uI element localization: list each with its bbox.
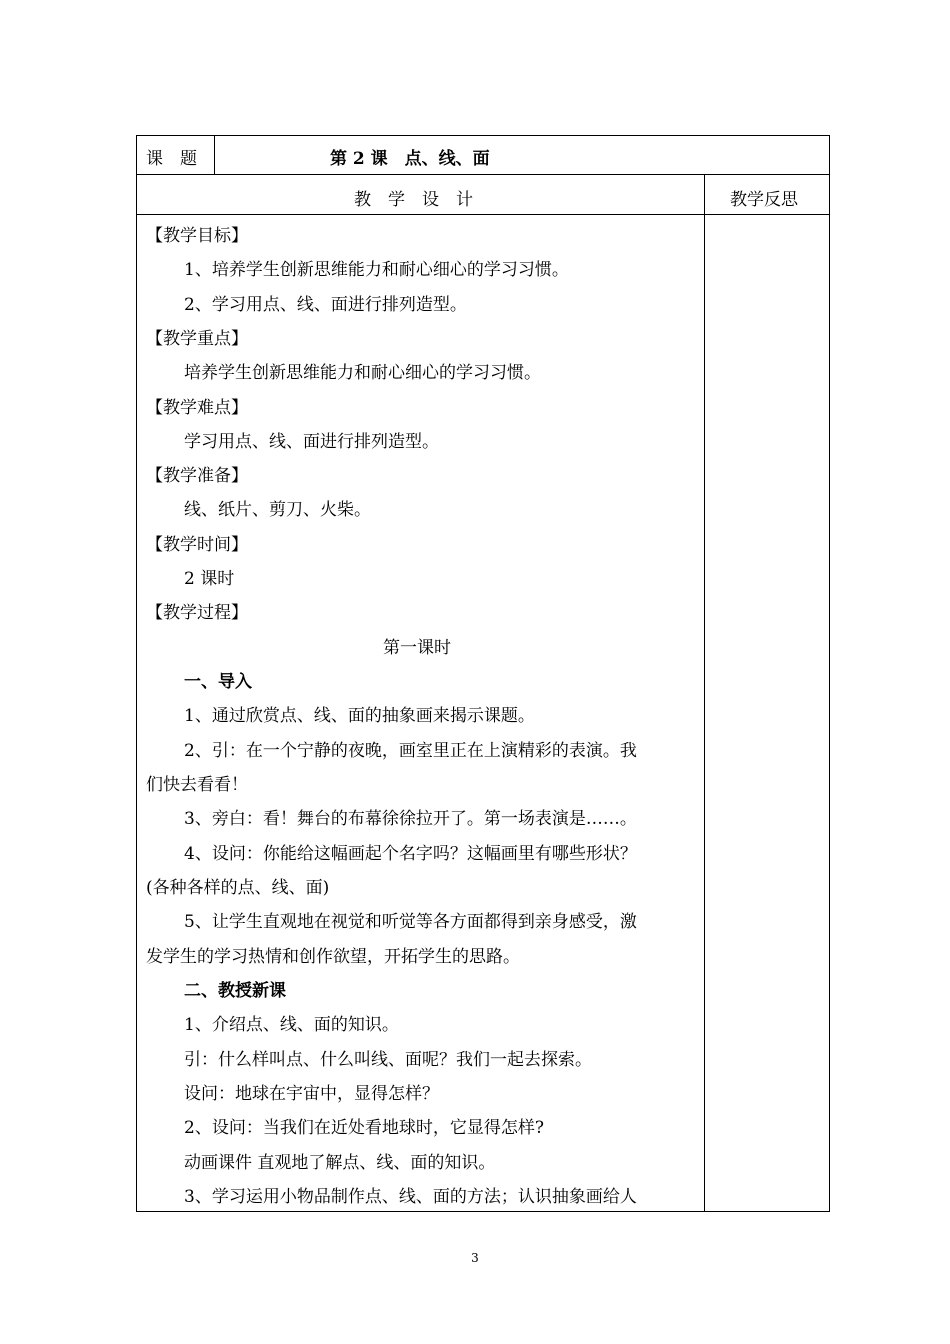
- reflection-heading: 教学反思: [730, 190, 798, 210]
- section-heading: 二、教授新课: [184, 981, 286, 1001]
- process-line: 2、引：在一个宁静的夜晚，画室里正在上演精彩的表演。我: [184, 741, 637, 761]
- table-divider: [704, 174, 705, 1212]
- page-number: 3: [471, 1251, 479, 1265]
- preparation-text: 线、纸片、剪刀、火柴。: [184, 500, 371, 520]
- process-line: 们快去看看！: [146, 775, 248, 795]
- process-line: 引：什么样叫点、什么叫线、面呢？我们一起去探索。: [184, 1050, 592, 1070]
- process-line: (各种各样的点、线、面): [146, 878, 330, 898]
- process-line: 设问：地球在宇宙中，显得怎样？: [184, 1084, 439, 1104]
- process-line: 5、让学生直观地在视觉和听觉等各方面都得到亲身感受，激: [184, 912, 637, 932]
- table-divider: [136, 214, 830, 215]
- table-divider: [136, 174, 830, 175]
- process-line: 3、学习运用小物品制作点、线、面的方法；认识抽象画给人: [184, 1187, 637, 1207]
- period-title: 第一课时: [383, 638, 451, 658]
- table-divider: [214, 135, 215, 175]
- process-line: 3、旁白：看！舞台的布幕徐徐拉开了。第一场表演是……。: [184, 809, 637, 829]
- subject-label: 课 题: [146, 149, 197, 169]
- process-line: 2、设问：当我们在近处看地球时，它显得怎样?: [184, 1118, 544, 1138]
- section-heading: 一、导入: [184, 672, 252, 692]
- lesson-title: 第 2 课 点、线、面: [330, 149, 490, 169]
- goal-heading: 【教学目标】: [146, 226, 248, 246]
- process-line: 1、通过欣赏点、线、面的抽象画来揭示课题。: [184, 706, 535, 726]
- process-line: 发学生的学习热情和创作欲望，开拓学生的思路。: [146, 947, 520, 967]
- process-line: 动画课件 直观地了解点、线、面的知识。: [184, 1153, 496, 1173]
- difficulty-text: 学习用点、线、面进行排列造型。: [184, 432, 439, 452]
- goal-item: 2、学习用点、线、面进行排列造型。: [184, 295, 467, 315]
- preparation-heading: 【教学准备】: [146, 466, 248, 486]
- time-text: 2 课时: [184, 569, 235, 589]
- key-point-text: 培养学生创新思维能力和耐心细心的学习习惯。: [184, 363, 541, 383]
- process-line: 1、介绍点、线、面的知识。: [184, 1015, 399, 1035]
- design-heading: 教 学 设 计: [354, 190, 473, 210]
- process-heading: 【教学过程】: [146, 603, 248, 623]
- difficulty-heading: 【教学难点】: [146, 398, 248, 418]
- time-heading: 【教学时间】: [146, 535, 248, 555]
- goal-item: 1、培养学生创新思维能力和耐心细心的学习习惯。: [184, 260, 569, 280]
- key-point-heading: 【教学重点】: [146, 329, 248, 349]
- process-line: 4、设问：你能给这幅画起个名字吗？这幅画里有哪些形状？: [184, 844, 637, 864]
